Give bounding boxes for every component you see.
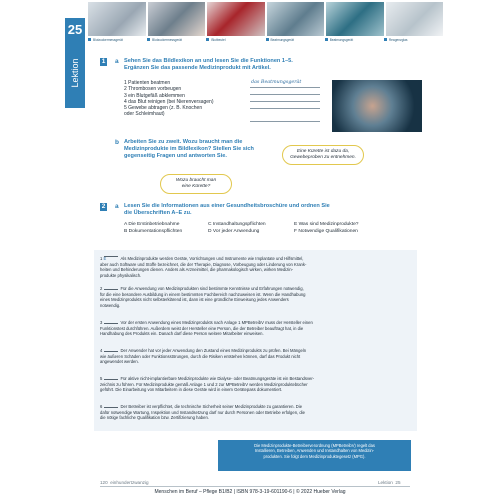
paragraph-3: 3 Vor der ersten Anwendung eines Medizinprodukts nach Anlage 1 MPBetreibV muss der Hersteller einen Funktionstest durchführen. Außerdem weist der Hersteller eine Person, die der Betreiber beauftragt hat, in die Handhabung des Produkts ein. Danach darf diese Person weitere Mitarbeiter einweisen. [100,320,313,337]
answer-blank[interactable] [104,323,118,324]
list-item: 4 das Blut reinigen (bei Nierenversagen) [124,98,214,105]
task-1a-instruction: Sehen Sie das Bildlexikon an und lesen Sie die Funktionen 1–5. Ergänzen Sie das passende Medizinprodukt mit Artikel. [124,58,293,71]
paragraph-number: 5 [100,376,103,381]
paragraph-4: 4 Der Anwender hat vor jeder Anwendung den Zustand eines Medizinprodukts zu prüfen. Bei Mängeln wie äußeren Schäden oder Funktionsstörungen, durch die Risiken entstehen können, darf das Produkt nicht angewendet werden. [100,348,307,365]
heading-option: E Was sind Medizinprodukte? [294,222,359,227]
list-item: 3 ein Blutgefäß abklemmen [124,92,185,99]
footer-divider [100,486,410,487]
example-answer: das Beatmungsgerät [251,80,302,85]
info-note: Die Medizinprodukte-Betreiberverordnung (MPBetreibV) regelt das Installieren, Betreiben, Anwenden und Instandhalten von Medizin- produkten. Sie folgt dem Medizinproduktegesetz (MPG). [218,440,411,471]
task-letter-2a: a [115,203,119,210]
photo-caption: Blutzuckermessgerät [93,38,123,42]
paragraph-2: 2 Für die Anwendung von Medizinprodukten sind bestimmte Kenntnisse und Erfahrungen notwendig, für die eine besondere Ausbildung in einem bestimmten Fachbereich nachzuweisen ist. Wenn die Handhabung eines Medizinprodukts nicht selbsterklärend ist, dann ist eine gründliche Einweisung jedes Anwenders notwendig. [100,286,306,308]
photo-caption: Beatmungsgerät [329,38,354,42]
paragraph-number: 4 [100,348,103,353]
heading-option: B Dokumentationspflichten [124,229,183,234]
photo-glucose-meter-2 [148,2,206,36]
photo-ventilator-2 [326,2,384,36]
answer-line-5[interactable] [250,121,320,122]
photo-caption: Reagenzglas [388,38,408,42]
photo-glucose-meter [88,2,146,36]
footer-credit: Menschen im Beruf – Pflege B1/B2 | ISBN 978-3-19-601190-6 | © 2022 Hueber Verlag [154,489,346,495]
task-2a-instruction: Lesen Sie die Informationen aus einer Gesundheitsbroschüre und ordnen Sie die Überschriften A–E zu. [124,203,330,216]
answer-line-3[interactable] [250,101,320,102]
photo-blood-bag [207,2,265,36]
list-item: 1 Patienten beatmen [124,80,171,86]
paragraph-5: 5 Für aktive nicht-implantierbare Medizinprodukte wie Dialyse- oder Beatmungsgeräte ist ein Bestandsver- zeichnis zu führen. Für Medizinprodukte gemäß Anlage 1 und 2 zur MPBetreibV werden Medizinproduktebücher geführt. Die Einarbeitung von Mitarbeitern in diese Geräte wird in einem Gerätepass dokumentiert. [100,376,315,393]
paragraph-number: 1 [100,256,103,261]
task-1b-instruction: Arbeiten Sie zu zweit. Wozu braucht man die Medizinprodukte im Bildlexikon? Stellen Sie sich gegenseitig Fragen und antworten Sie. [124,139,254,159]
list-item: 2 Thrombosen vorbeugen [124,86,182,93]
photo-captions [88,38,443,42]
task-number-1: 1 [101,58,106,65]
answer-value: E [103,256,107,261]
lesson-footer-right: Lektion 25 [378,480,401,485]
heading-option: A Die Erstinbetriebnahme [124,222,180,227]
lesson-word: Lektion [70,58,80,88]
task-number-2: 2 [101,203,106,210]
photo-caption: Blutbeutel [211,38,226,42]
speech-bubble-answer: Eine Kürette ist dazu da, Gewebeproben zu entnehmen. [282,145,364,165]
picture-lexicon-strip [88,2,443,36]
list-item: 5 Gewebe abtragen (z. B. Knochen [124,105,203,112]
list-item: oder Schleimhaut) [124,111,165,118]
paragraph-6: 6 Der Betreiber ist verpflichtet, die technische Sicherheit seiner Medizinprodukte zu garantieren. Die dafür notwendige Wartung, Inspektion und Instandsetzung darf nur durch Personen oder Betriebe erfolgen, die die nötige fachliche Qualifikation bzw. Zertifizierung haben. [100,404,305,421]
heading-option: C Instandhaltungspflichten [208,222,266,227]
answer-blank[interactable] [104,289,118,290]
answer-blank[interactable] [104,407,118,408]
answer-blank[interactable] [103,256,118,261]
photo-ventilator [267,2,325,36]
task-letter-1a: a [115,58,119,65]
lesson-tab [65,18,85,108]
paragraph-number: 2 [100,286,103,291]
paragraph-number: 3 [100,320,103,325]
paragraph-1: 1 E Als Medizinprodukte werden Geräte, Vorrichtungen und Instrumente wie Implantate und Hilfsmittel, aber auch Software und Stoffe bezeichnet, die der Therapie, Diagnose, Vorbeugung oder Linderung von Krank- heiten und Behinderungen dienen. Anders als Arzneimittel, die pharmakologisch wirken, wirken Medizin- produkte physikalisch. [100,256,307,278]
heading-option: F Notwendige Qualifikationen [294,229,358,234]
page-number-left: 120 einhundertzwanzig [100,480,149,485]
answer-line-1[interactable] [250,87,320,88]
task-letter-1b: b [115,139,119,146]
headings-list [124,222,414,236]
answer-line-2[interactable] [250,94,320,95]
photo-surgery [332,80,422,132]
lesson-number: 25 [67,22,83,37]
photo-test-tube [386,2,444,36]
heading-option: D Vor jeder Anwendung [208,229,260,234]
answer-blank[interactable] [104,379,118,380]
photo-caption: Beatmungsgerät [270,38,294,42]
paragraph-number: 6 [100,404,103,409]
task-1a-list [124,80,254,118]
speech-bubble-question: Wozu braucht man eine Kürette? [160,174,232,194]
answer-line-4[interactable] [250,108,320,109]
photo-caption: Blutzuckermessgerät [152,38,182,42]
answer-blank[interactable] [104,351,118,352]
